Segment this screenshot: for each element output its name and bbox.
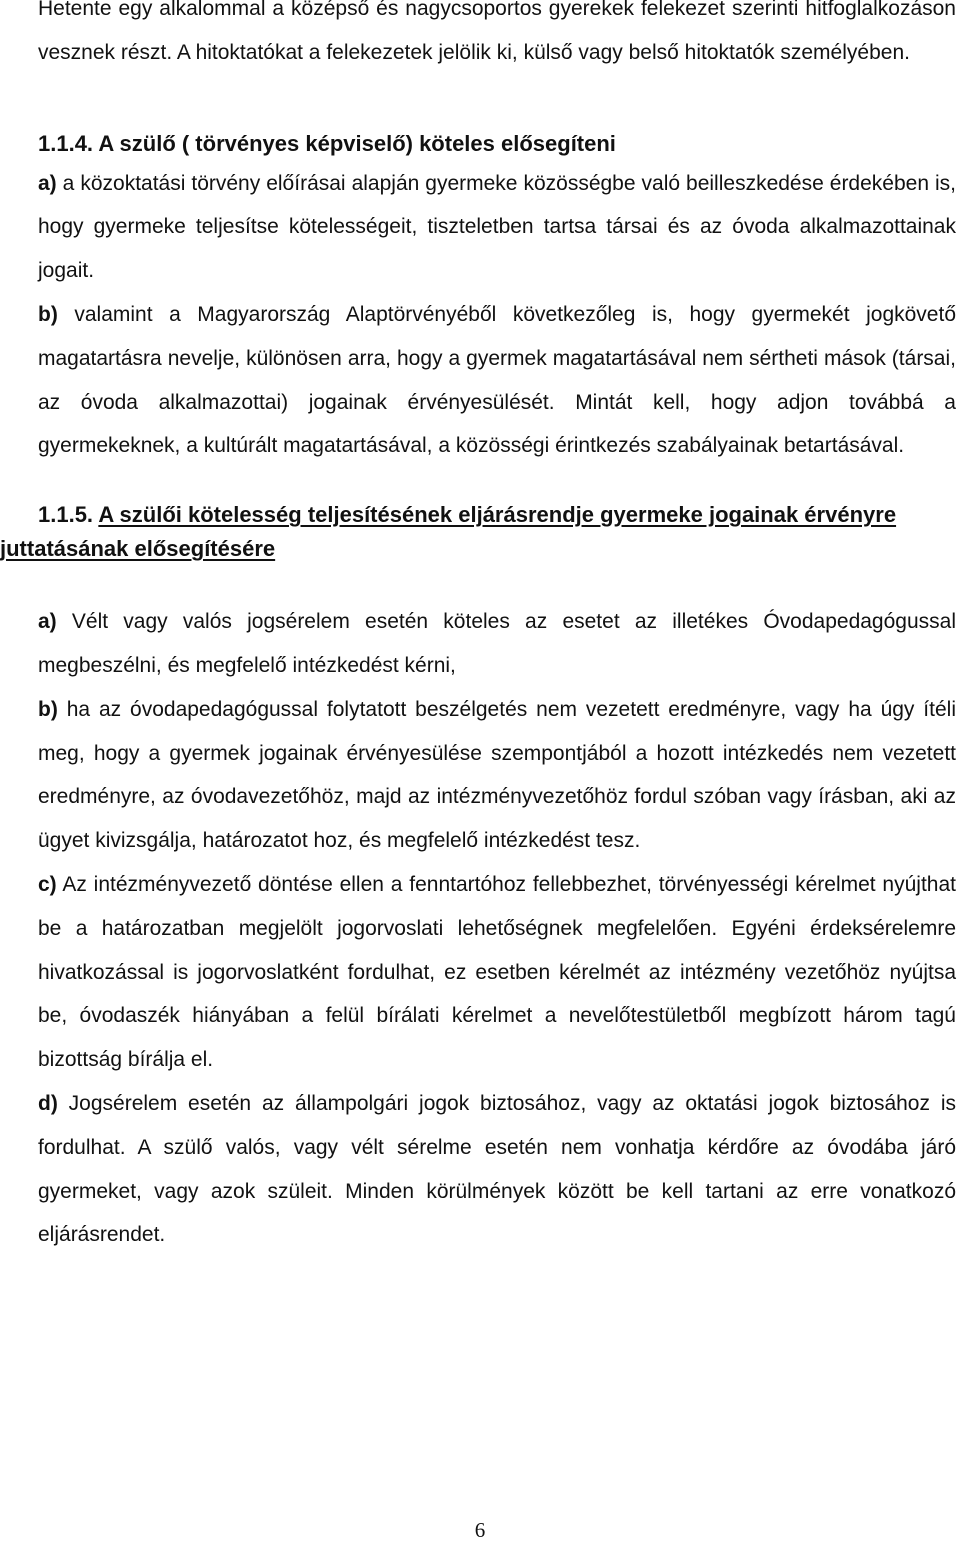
item-text: valamint a Magyarország Alaptörvényéből következőleg is, hogy gyermekét jogkövető magatartásra nevelje, különösen arra, hogy a gyermek magatartásával nem sértheti mások (társai, az óvoda alkalmazottai) jogainak érvényesülését. Mintát kell, hogy adjon továbbá a gyermekeknek, a kultúrált magatartásával, a közösségi érintkezés szabályainak betartásával.	[38, 302, 956, 458]
section-115-item-d	[38, 1082, 956, 1257]
item-text: Vélt vagy valós jogsérelem esetén köteles az esetet az illetékes Óvodapedagógussal megbeszélni, és megfelelő intézkedést kérni,	[38, 610, 956, 677]
item-label: d)	[38, 1091, 58, 1115]
section-114-title: A szülő ( törvényes képviselő) köteles elősegíteni	[98, 130, 616, 156]
page-number: 6	[474, 1518, 486, 1542]
section-114-heading	[38, 122, 956, 166]
section-115-heading	[0, 498, 956, 566]
section-115-item-c	[38, 863, 956, 1082]
section-114-number: 1.1.4.	[38, 130, 94, 156]
item-label: a)	[38, 171, 57, 195]
item-label: c)	[38, 872, 57, 896]
intro-text: Hetente egy alkalommal a középső és nagycsoportos gyerekek felekezet szerinti hitfoglalkozáson vesznek részt. A hitoktatókat a felekezetek jelölik ki, külső vagy belső hitoktatók személyében.	[38, 0, 956, 64]
section-115-item-b	[38, 688, 956, 863]
item-label: a)	[38, 610, 57, 634]
section-115-title: A szülői kötelesség teljesítésének eljárásrendje gyermeke jogainak érvényre juttatásának elősegítésére	[0, 502, 897, 562]
section-114-item-a	[38, 162, 956, 293]
item-text: Az intézményvezető döntése ellen a fenntartóhoz fellebbezhet, törvényességi kérelmet nyújthat be a határozatban megjelölt jogorvoslati lehetőségnek megfelelően. Egyéni érdeksérelemre hivatkozással is jogorvoslatként fordulhat, ez esetben kérelmét az intézmény vezetőhöz nyújtsa be, óvodaszék hiányában a felül bírálati kérelmet a nevelőtestületből megbízott három tagú bizottság bírálja el.	[38, 872, 956, 1072]
section-114-item-b	[38, 293, 956, 468]
item-label: b)	[38, 302, 58, 326]
section-115-item-a	[38, 600, 956, 688]
item-label: b)	[38, 697, 58, 721]
intro-paragraph	[38, 0, 956, 75]
item-text: ha az óvodapedagógussal folytatott beszélgetés nem vezetett eredményre, vagy ha úgy ítéli meg, hogy a gyermek jogainak érvényesülése szempontjából a hozott intézkedés nem vezetett eredményre, az óvodavezetőhöz, majd az intézményvezetőhöz fordul szóban vagy írásban, aki az ügyet kivizsgálja, határozatot hoz, és megfelelő intézkedést tesz.	[38, 697, 956, 853]
item-text: a közoktatási törvény előírásai alapján gyermeke közösségbe való beilleszkedése érdekében is, hogy gyermeke teljesítse kötelességeit, tiszteletben tartsa társai és az óvoda alkalmazottainak jogait.	[38, 171, 956, 283]
section-115-number: 1.1.5.	[38, 502, 94, 528]
item-text: Jogsérelem esetén az állampolgári jogok biztosához, vagy az oktatási jogok biztosához is fordulhat. A szülő valós, vagy vélt sérelme esetén nem vonhatja kérdőre az óvodába járó gyermeket, vagy azok szüleit. Minden körülmények között be kell tartani az erre vonatkozó eljárásrendet.	[38, 1091, 956, 1247]
